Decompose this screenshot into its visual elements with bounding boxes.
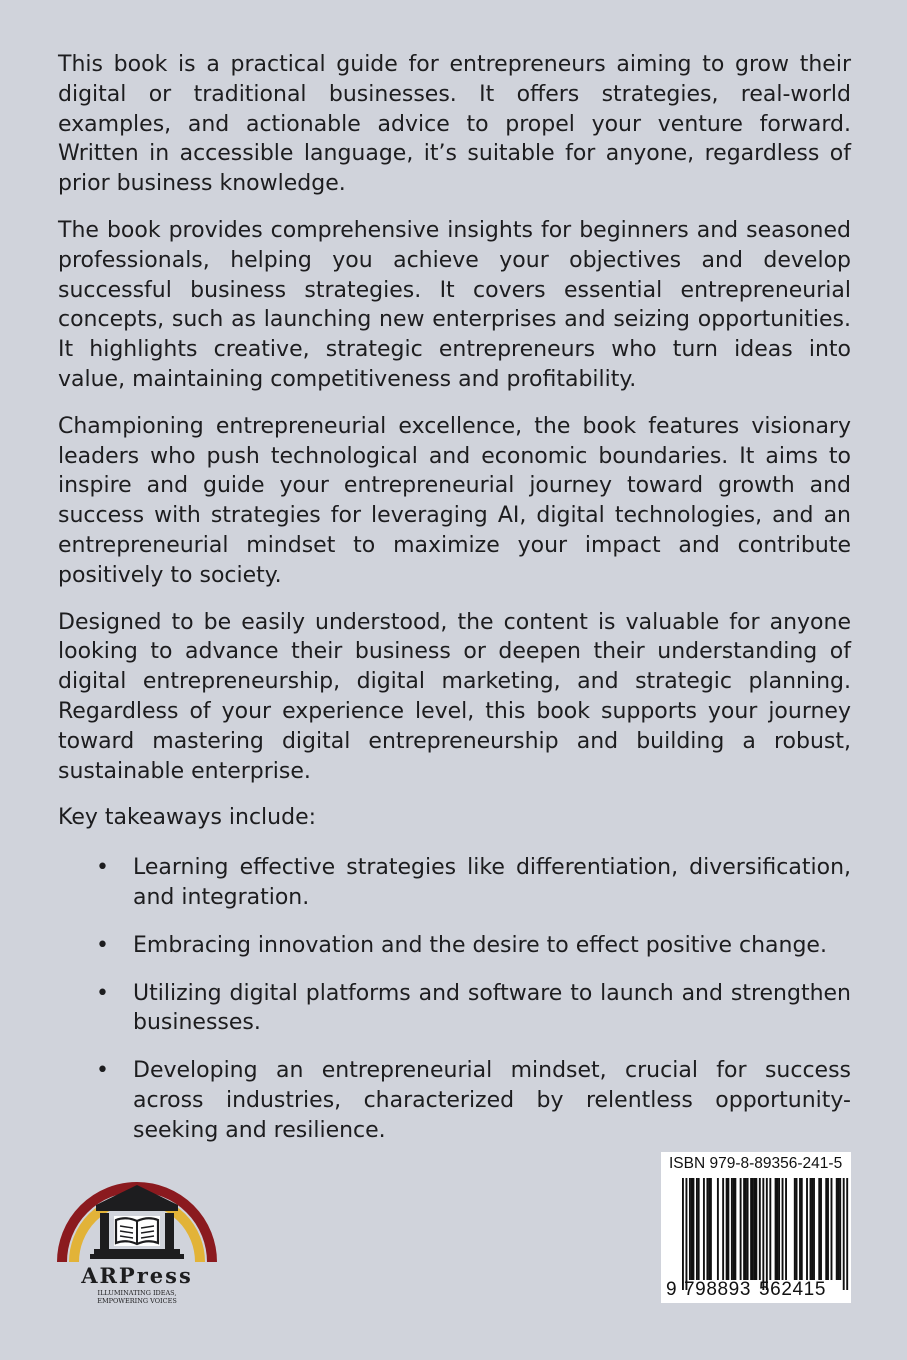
barcode-bar	[706, 1178, 708, 1280]
barcode-bar	[839, 1178, 841, 1280]
barcode-bar	[843, 1178, 845, 1290]
barcode-bar	[838, 1178, 840, 1280]
barcode-bar	[689, 1178, 691, 1280]
barcode-bar	[682, 1178, 684, 1290]
barcode-bar	[776, 1178, 778, 1280]
isbn-digit-lead: 9	[666, 1279, 678, 1300]
description-paragraph: The book provides comprehensive insights for beginners and seasoned professionals, helping you achieve your objectives and develop successful business strategies. It covers essential entrepreneurial concepts, such as launching new enterprises and seizing opportunities. It highlights creative, strategic entrepreneurs who turn ideas into value, maintaining competitiveness and profitability.	[58, 217, 851, 392]
barcode-bar	[740, 1178, 742, 1280]
barcode-bar	[727, 1178, 729, 1280]
barcode-bar	[775, 1178, 777, 1280]
barcode-bar	[778, 1178, 780, 1280]
takeaway-text: Learning effective strategies like differentiation, diversification, and integration.	[133, 855, 851, 910]
barcode-bar	[806, 1178, 808, 1280]
bullet-icon: •	[96, 1058, 109, 1084]
tagline-line: EMPOWERING VOICES	[97, 1297, 177, 1305]
barcode-bar	[827, 1178, 829, 1280]
barcode-bar	[831, 1178, 833, 1280]
barcode-bar	[743, 1178, 745, 1280]
publisher-name: ARPress	[81, 1263, 193, 1288]
takeaway-item	[58, 1056, 851, 1145]
tagline-line: ILLUMINATING IDEAS,	[97, 1289, 177, 1297]
bullet-icon: •	[96, 932, 109, 958]
barcode-bar	[782, 1178, 784, 1280]
building-book-logo-icon	[56, 1150, 218, 1266]
takeaway-text: Developing an entrepreneurial mindset, crucial for success across industries, characterized by relentless opportunity-seeking and resilience.	[133, 1058, 851, 1143]
barcode-bar	[801, 1178, 803, 1280]
takeaways-list	[58, 853, 851, 1145]
barcode-bar	[734, 1178, 736, 1280]
barcode-bar	[813, 1178, 815, 1280]
isbn-digit-group: 798893	[684, 1279, 752, 1300]
isbn-digit-group: 562415	[759, 1279, 827, 1300]
barcode-bar	[747, 1178, 749, 1280]
barcode-bar	[703, 1178, 705, 1280]
barcode-bar	[722, 1178, 724, 1280]
barcode-bar	[708, 1178, 710, 1280]
barcode-bar	[755, 1178, 757, 1280]
barcode-bar	[846, 1178, 848, 1290]
barcode-bar	[799, 1178, 801, 1280]
barcode-bar	[692, 1178, 694, 1280]
back-cover-description	[58, 50, 851, 1164]
isbn-barcode	[661, 1152, 851, 1303]
barcode-bar	[762, 1178, 764, 1290]
takeaway-text: Utilizing digital platforms and software to launch and strengthen businesses.	[133, 980, 851, 1036]
description-paragraph: Designed to be easily understood, the content is valuable for anyone looking to advance their business or deepen their understanding of digital entrepreneurship, digital marketing, and strategic planning. Regardless of your experience level, this book supports your journey toward mastering digital entrepreneurship and building a robust, sustainable enterprise.	[58, 609, 851, 784]
barcode-bar	[696, 1178, 698, 1280]
barcode-bar	[836, 1178, 838, 1280]
takeaway-item	[58, 853, 851, 913]
barcode-bar	[766, 1178, 768, 1290]
barcode-bar	[759, 1178, 761, 1280]
barcode-bar	[769, 1178, 771, 1280]
description-paragraph: Championing entrepreneurial excellence, the book features visionary leaders who push technological and economic boundaries. It aims to inspire and guide your entrepreneurial journey toward growth and success with strategies for leveraging AI, digital technologies, and an entrepreneurial mindset to maximize your impact and contribute positively to society.	[58, 413, 851, 588]
barcode-bar	[796, 1178, 798, 1280]
takeaway-item	[58, 979, 851, 1039]
takeaway-text: Embracing innovation and the desire to effect positive change.	[133, 932, 827, 958]
barcode-bar	[752, 1178, 754, 1280]
barcode-bar	[825, 1178, 827, 1280]
bullet-icon: •	[96, 980, 109, 1006]
barcode-bar	[745, 1178, 747, 1280]
barcode-bar	[733, 1178, 735, 1280]
barcode-bar	[794, 1178, 796, 1280]
barcode-bar	[820, 1178, 822, 1280]
barcode-bar	[691, 1178, 693, 1280]
barcode-bar	[717, 1178, 719, 1280]
barcode-bar	[710, 1178, 712, 1280]
takeaway-item	[58, 931, 851, 961]
barcode-bar	[754, 1178, 756, 1280]
description-paragraph: This book is a practical guide for entrepreneurs aiming to grow their digital or traditional businesses. It offers strategies, real-world examples, and actionable advice to propel your venture forward. Written in accessible language, it’s suitable for anyone, regardless of prior business knowledge.	[58, 52, 851, 197]
barcode-bar	[810, 1178, 812, 1280]
barcode-bar	[731, 1178, 733, 1280]
publisher-tagline	[56, 1289, 218, 1305]
barcode-bar	[698, 1178, 700, 1280]
barcode-bar	[811, 1178, 813, 1280]
barcode-bar	[750, 1178, 752, 1280]
isbn-label: ISBN 979-8-89356-241-5	[669, 1155, 843, 1172]
barcode-bar	[818, 1178, 820, 1280]
barcode-bar	[685, 1178, 687, 1290]
takeaways-heading: Key takeaways include:	[58, 805, 317, 831]
barcode-bar	[785, 1178, 787, 1280]
publisher-logo	[56, 1150, 218, 1310]
bullet-icon: •	[96, 855, 109, 881]
barcode-bar	[726, 1178, 728, 1280]
